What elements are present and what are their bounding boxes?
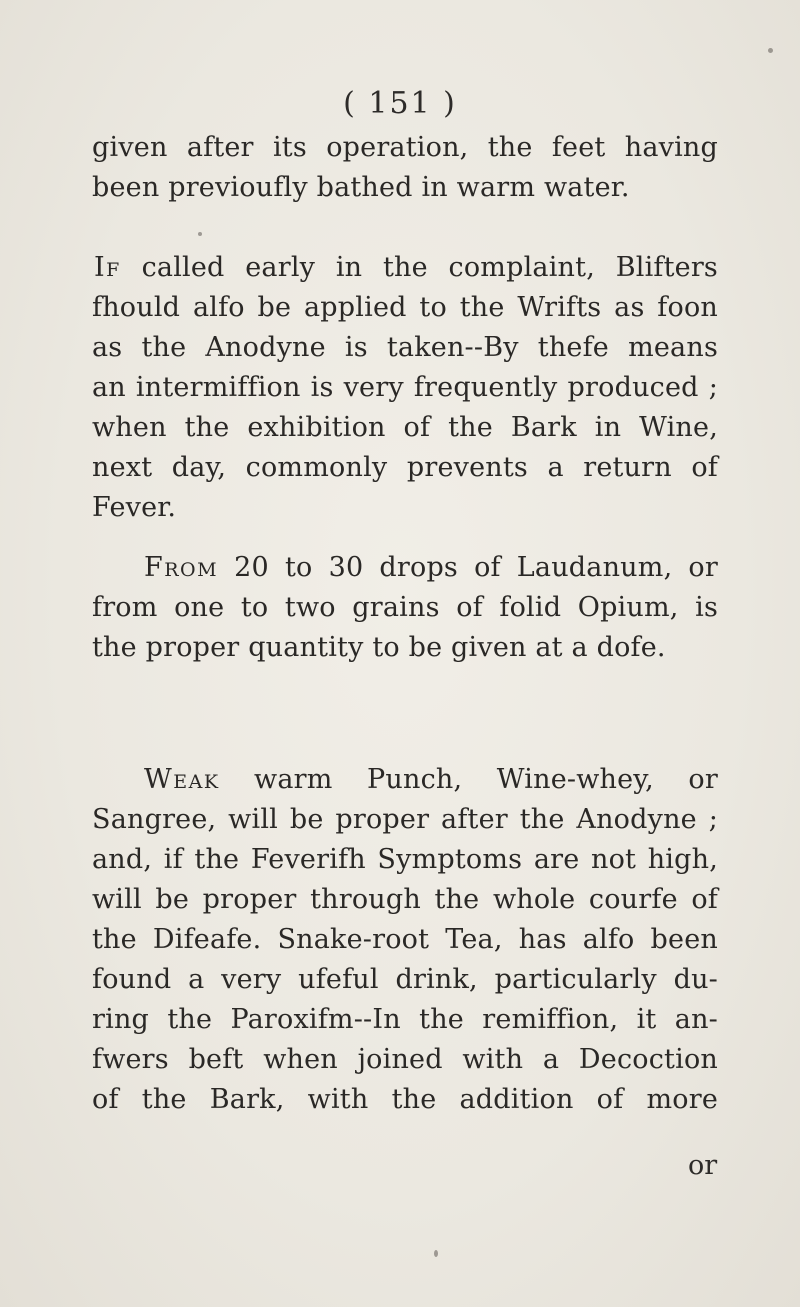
- text-line-first: [92, 760, 718, 800]
- lead-word: Weak: [144, 764, 220, 795]
- text-line: ring the Paroxifm--In the remiffion, it an-: [92, 1004, 718, 1035]
- text-line-rest: warm Punch, Wine-whey, or: [219, 764, 718, 795]
- text-line: will be proper through the whole courfe of: [92, 884, 718, 915]
- text-line-rest: called early in the complaint, Blifters: [120, 252, 718, 283]
- paragraph-3: [92, 548, 718, 668]
- ink-speck: [434, 1250, 438, 1257]
- paragraph-4: [92, 760, 718, 1120]
- paragraph-1: [92, 128, 718, 208]
- text-line: the proper quantity to be given at a dofe.: [92, 632, 666, 663]
- text-line: been previoufly bathed in warm water.: [92, 172, 630, 203]
- text-line-rest: 20 to 30 drops of Laudanum, or: [218, 552, 718, 583]
- text-line: and, if the Feverifh Symptoms are not high,: [92, 844, 718, 875]
- text-line-first: [92, 548, 718, 588]
- catchword: or: [688, 1150, 718, 1181]
- lead-word: If: [94, 252, 121, 283]
- text-line: next day, commonly prevents a return of: [92, 452, 718, 483]
- text-line: an intermiffion is very frequently produced ;: [92, 372, 718, 403]
- text-line: Fever.: [92, 492, 177, 523]
- ink-speck: [198, 232, 202, 236]
- text-line: when the exhibition of the Bark in Wine,: [92, 412, 718, 443]
- text-line: of the Bark, with the addition of more: [92, 1084, 718, 1115]
- text-line: Sangree, will be proper after the Anodyne ;: [92, 804, 718, 835]
- paragraph-2: [92, 248, 718, 528]
- text-line: fwers beft when joined with a Decoction: [92, 1044, 718, 1075]
- ink-speck: [768, 48, 773, 53]
- text-line: as the Anodyne is taken--By thefe means: [92, 332, 718, 363]
- text-line: found a very ufeful drink, particularly du-: [92, 964, 718, 995]
- text-line: given after its operation, the feet having: [92, 132, 718, 163]
- text-line: fhould alfo be applied to the Wrifts as foon: [92, 292, 718, 323]
- text-line-first: [92, 248, 718, 288]
- lead-word: From: [144, 552, 219, 583]
- text-line: the Difeafe. Snake-root Tea, has alfo been: [92, 924, 718, 955]
- text-line: from one to two grains of folid Opium, is: [92, 592, 718, 623]
- page-number: ( 151 ): [343, 86, 457, 121]
